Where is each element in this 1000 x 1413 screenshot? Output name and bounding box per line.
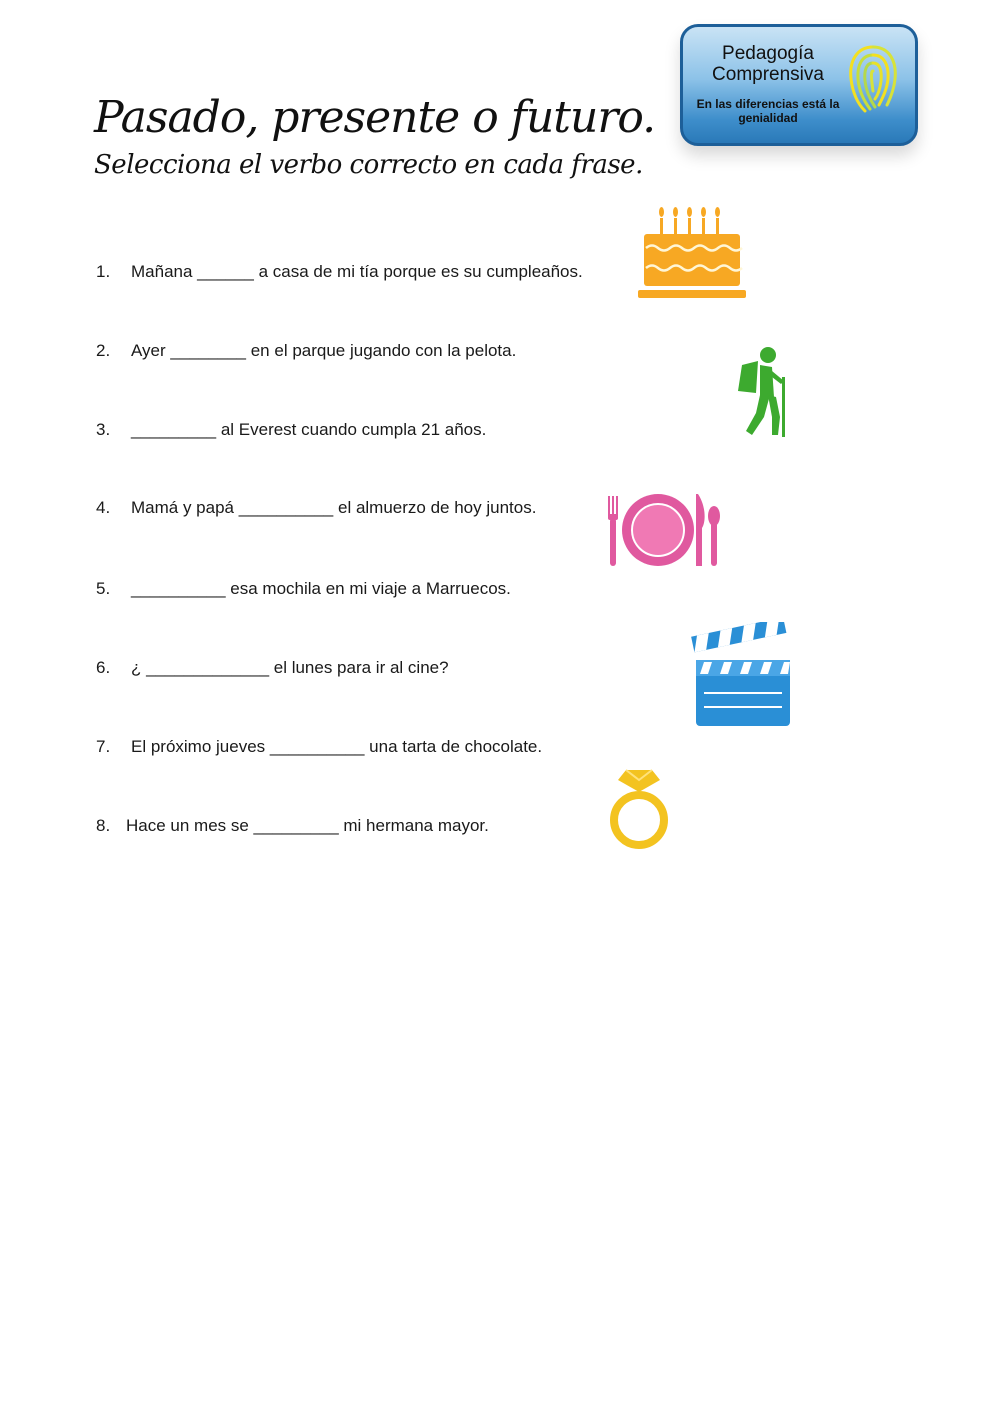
question-number: 6. (96, 658, 111, 677)
question-text: __________ esa mochila en mi viaje a Marruecos. (131, 579, 511, 598)
question-text: Mamá y papá __________ el almuerzo de hoy juntos. (131, 498, 537, 517)
question-4 (96, 498, 536, 518)
question-3 (96, 420, 486, 440)
question-8 (96, 816, 489, 836)
question-number: 4. (96, 498, 111, 517)
logo-name: Pedagogía Comprensiva (712, 43, 824, 85)
page-title: Pasado, presente o futuro. (94, 92, 656, 143)
question-number: 3. (96, 420, 111, 439)
logo-tagline: En las diferencias está la genialidad (696, 97, 840, 125)
birthday-cake-icon (636, 204, 748, 302)
question-text: El próximo jueves __________ una tarta de chocolate. (131, 737, 543, 756)
question-1 (96, 262, 583, 282)
question-number: 5. (96, 579, 111, 598)
question-text: ¿ _____________ el lunes para ir al cine? (131, 658, 449, 677)
ring-icon (604, 766, 674, 852)
question-number: 1. (96, 262, 111, 281)
question-number: 2. (96, 341, 111, 360)
question-text: Hace un mes se _________ mi hermana mayor. (126, 816, 489, 835)
question-text: Mañana ______ a casa de mi tía porque es su cumpleaños. (131, 262, 583, 281)
question-5 (96, 579, 511, 599)
plate-cutlery-icon (604, 492, 722, 570)
question-7 (96, 737, 542, 757)
question-text: Ayer ________ en el parque jugando con la pelota. (131, 341, 517, 360)
question-number: 8. (96, 816, 111, 835)
question-6 (96, 658, 449, 678)
question-text: _________ al Everest cuando cumpla 21 años. (131, 420, 487, 439)
question-2 (96, 341, 516, 361)
hiker-icon (728, 345, 794, 441)
question-number: 7. (96, 737, 111, 756)
page-subtitle: Selecciona el verbo correcto en cada frase. (94, 150, 643, 180)
clapperboard-icon (690, 622, 794, 730)
